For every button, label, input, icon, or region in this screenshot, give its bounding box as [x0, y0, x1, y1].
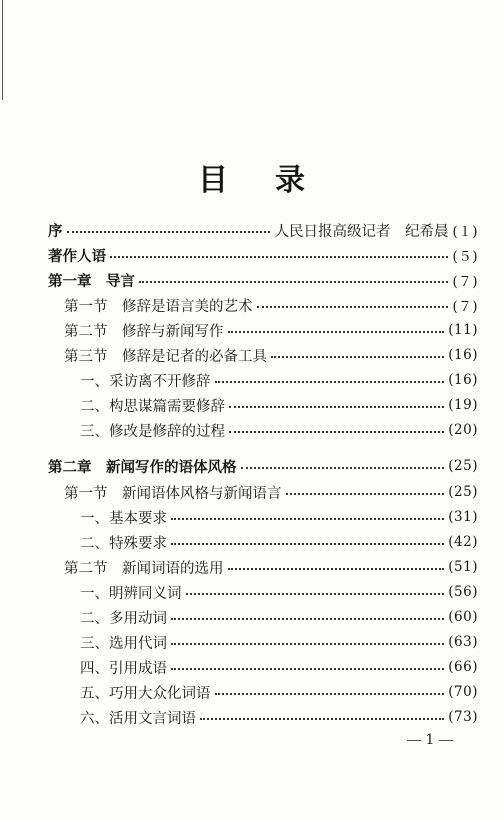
toc-entry-label: 第二章 新闻写作的语体风格: [48, 458, 237, 476]
toc-entry-page: (63): [448, 634, 478, 650]
toc-entry-page: (56): [448, 584, 478, 600]
dot-leader: [215, 373, 445, 387]
dot-leader: [110, 248, 448, 262]
toc-entry-label: 一、基本要求: [80, 510, 167, 527]
toc-entry-label: 五、巧用大众化词语: [80, 685, 211, 702]
toc-entry-page: (19): [448, 397, 478, 413]
toc-entry-label: 一、采访离不开修辞: [80, 373, 211, 390]
toc-entry-label: 第二节 新闻词语的选用: [64, 560, 224, 577]
toc-entry-page: (５): [452, 249, 478, 265]
dot-leader: [228, 560, 445, 574]
toc-entry-subsection-1-3-3[interactable]: [80, 418, 478, 442]
toc-entry-section-2-1[interactable]: [64, 480, 478, 504]
dot-leader: [215, 685, 445, 699]
toc-entry-label: 六、活用文言词语: [80, 710, 196, 727]
toc-entry-page: (20): [448, 422, 478, 438]
toc-entry-label: 二、特殊要求: [80, 535, 167, 552]
footer-dash-left: [407, 740, 421, 741]
toc-entry-subsection-2-2-3[interactable]: [80, 630, 478, 654]
toc-entry-chapter-2[interactable]: [48, 454, 478, 478]
toc-entry-section-2-2[interactable]: [64, 555, 478, 579]
toc-entry-label: 三、选用代词: [80, 635, 167, 652]
dot-leader: [229, 423, 444, 437]
title-char-right: 录: [275, 163, 306, 198]
toc-entry-page: (66): [448, 659, 478, 675]
toc-entry-subsection-1-3-2[interactable]: [80, 393, 478, 417]
toc-entry-label: 第二节 修辞与新闻写作: [64, 323, 224, 340]
dot-leader: [171, 510, 444, 524]
dot-leader: [139, 273, 448, 287]
page-number: 1: [425, 732, 435, 748]
dot-leader: [286, 485, 445, 499]
toc-entry-page: (25): [448, 458, 478, 474]
toc-entry-page: (25): [448, 484, 478, 500]
toc-entry-page: (60): [448, 609, 478, 625]
toc-entry-page: (７): [452, 299, 478, 315]
toc-entry-preface[interactable]: [48, 218, 478, 242]
toc-entry-label: 四、引用成语: [80, 660, 167, 677]
toc-entry-label: 第一章 导言: [48, 272, 135, 290]
toc-entry-page: (42): [448, 534, 478, 550]
toc-entry-author: 人民日报高级记者 纪希晨: [274, 223, 449, 240]
toc-entry-page: (31): [448, 509, 478, 525]
toc-entry-chapter-1[interactable]: [48, 268, 478, 292]
toc-entry-section-1-3[interactable]: [64, 343, 478, 367]
dot-leader: [241, 459, 445, 473]
dot-leader: [200, 710, 444, 724]
toc-entry-label: 二、构思谋篇需要修辞: [80, 398, 225, 415]
page-number-footer: [395, 732, 465, 748]
toc-entry-label: 第一节 新闻语体风格与新闻语言: [64, 485, 282, 502]
toc-entry-subsection-2-2-2[interactable]: [80, 605, 478, 629]
dot-leader: [186, 585, 445, 599]
title-char-left: 目: [198, 163, 229, 198]
dot-leader: [171, 535, 444, 549]
dot-leader: [229, 398, 444, 412]
dot-leader: [271, 348, 444, 362]
toc-entry-page: (51): [448, 559, 478, 575]
toc-entry-page: (11): [448, 322, 478, 338]
dot-leader: [228, 323, 445, 337]
toc-entry-subsection-2-1-2[interactable]: [80, 530, 478, 554]
toc-entry-page: (７): [452, 274, 478, 290]
dot-leader: [67, 223, 271, 237]
toc-entry-label: 第三节 修辞是记者的必备工具: [64, 348, 267, 365]
footer-dash-right: [439, 740, 453, 741]
toc-entry-label: 著作人语: [48, 247, 106, 265]
toc-entry-label: 第一节 修辞是语言美的艺术: [64, 298, 253, 315]
toc-entry-subsection-1-3-1[interactable]: [80, 368, 478, 392]
toc-entry-page: (１): [452, 224, 478, 240]
toc-entry-author-note[interactable]: [48, 243, 478, 267]
toc-entry-section-1-1[interactable]: [64, 293, 478, 317]
toc-entry-section-1-2[interactable]: [64, 318, 478, 342]
toc-entry-subsection-2-2-5[interactable]: [80, 680, 478, 704]
toc-entry-subsection-2-2-6[interactable]: [80, 705, 478, 729]
toc-entry-subsection-2-2-4[interactable]: [80, 655, 478, 679]
toc-entry-page: (16): [448, 347, 478, 363]
toc-entry-subsection-2-2-1[interactable]: [80, 580, 478, 604]
toc-entry-label: 二、多用动词: [80, 610, 167, 627]
toc-entry-label: 三、修改是修辞的过程: [80, 423, 225, 440]
toc-entry-label: 一、明辨同义词: [80, 585, 182, 602]
toc-entry-page: (73): [448, 709, 478, 725]
toc-entry-label: 序: [48, 222, 63, 240]
toc-entry-subsection-2-1-1[interactable]: [80, 505, 478, 529]
toc-entry-page: (70): [448, 684, 478, 700]
dot-leader: [257, 298, 449, 312]
dot-leader: [171, 635, 444, 649]
dot-leader: [171, 660, 444, 674]
dot-leader: [171, 610, 444, 624]
toc-entry-page: (16): [448, 372, 478, 388]
